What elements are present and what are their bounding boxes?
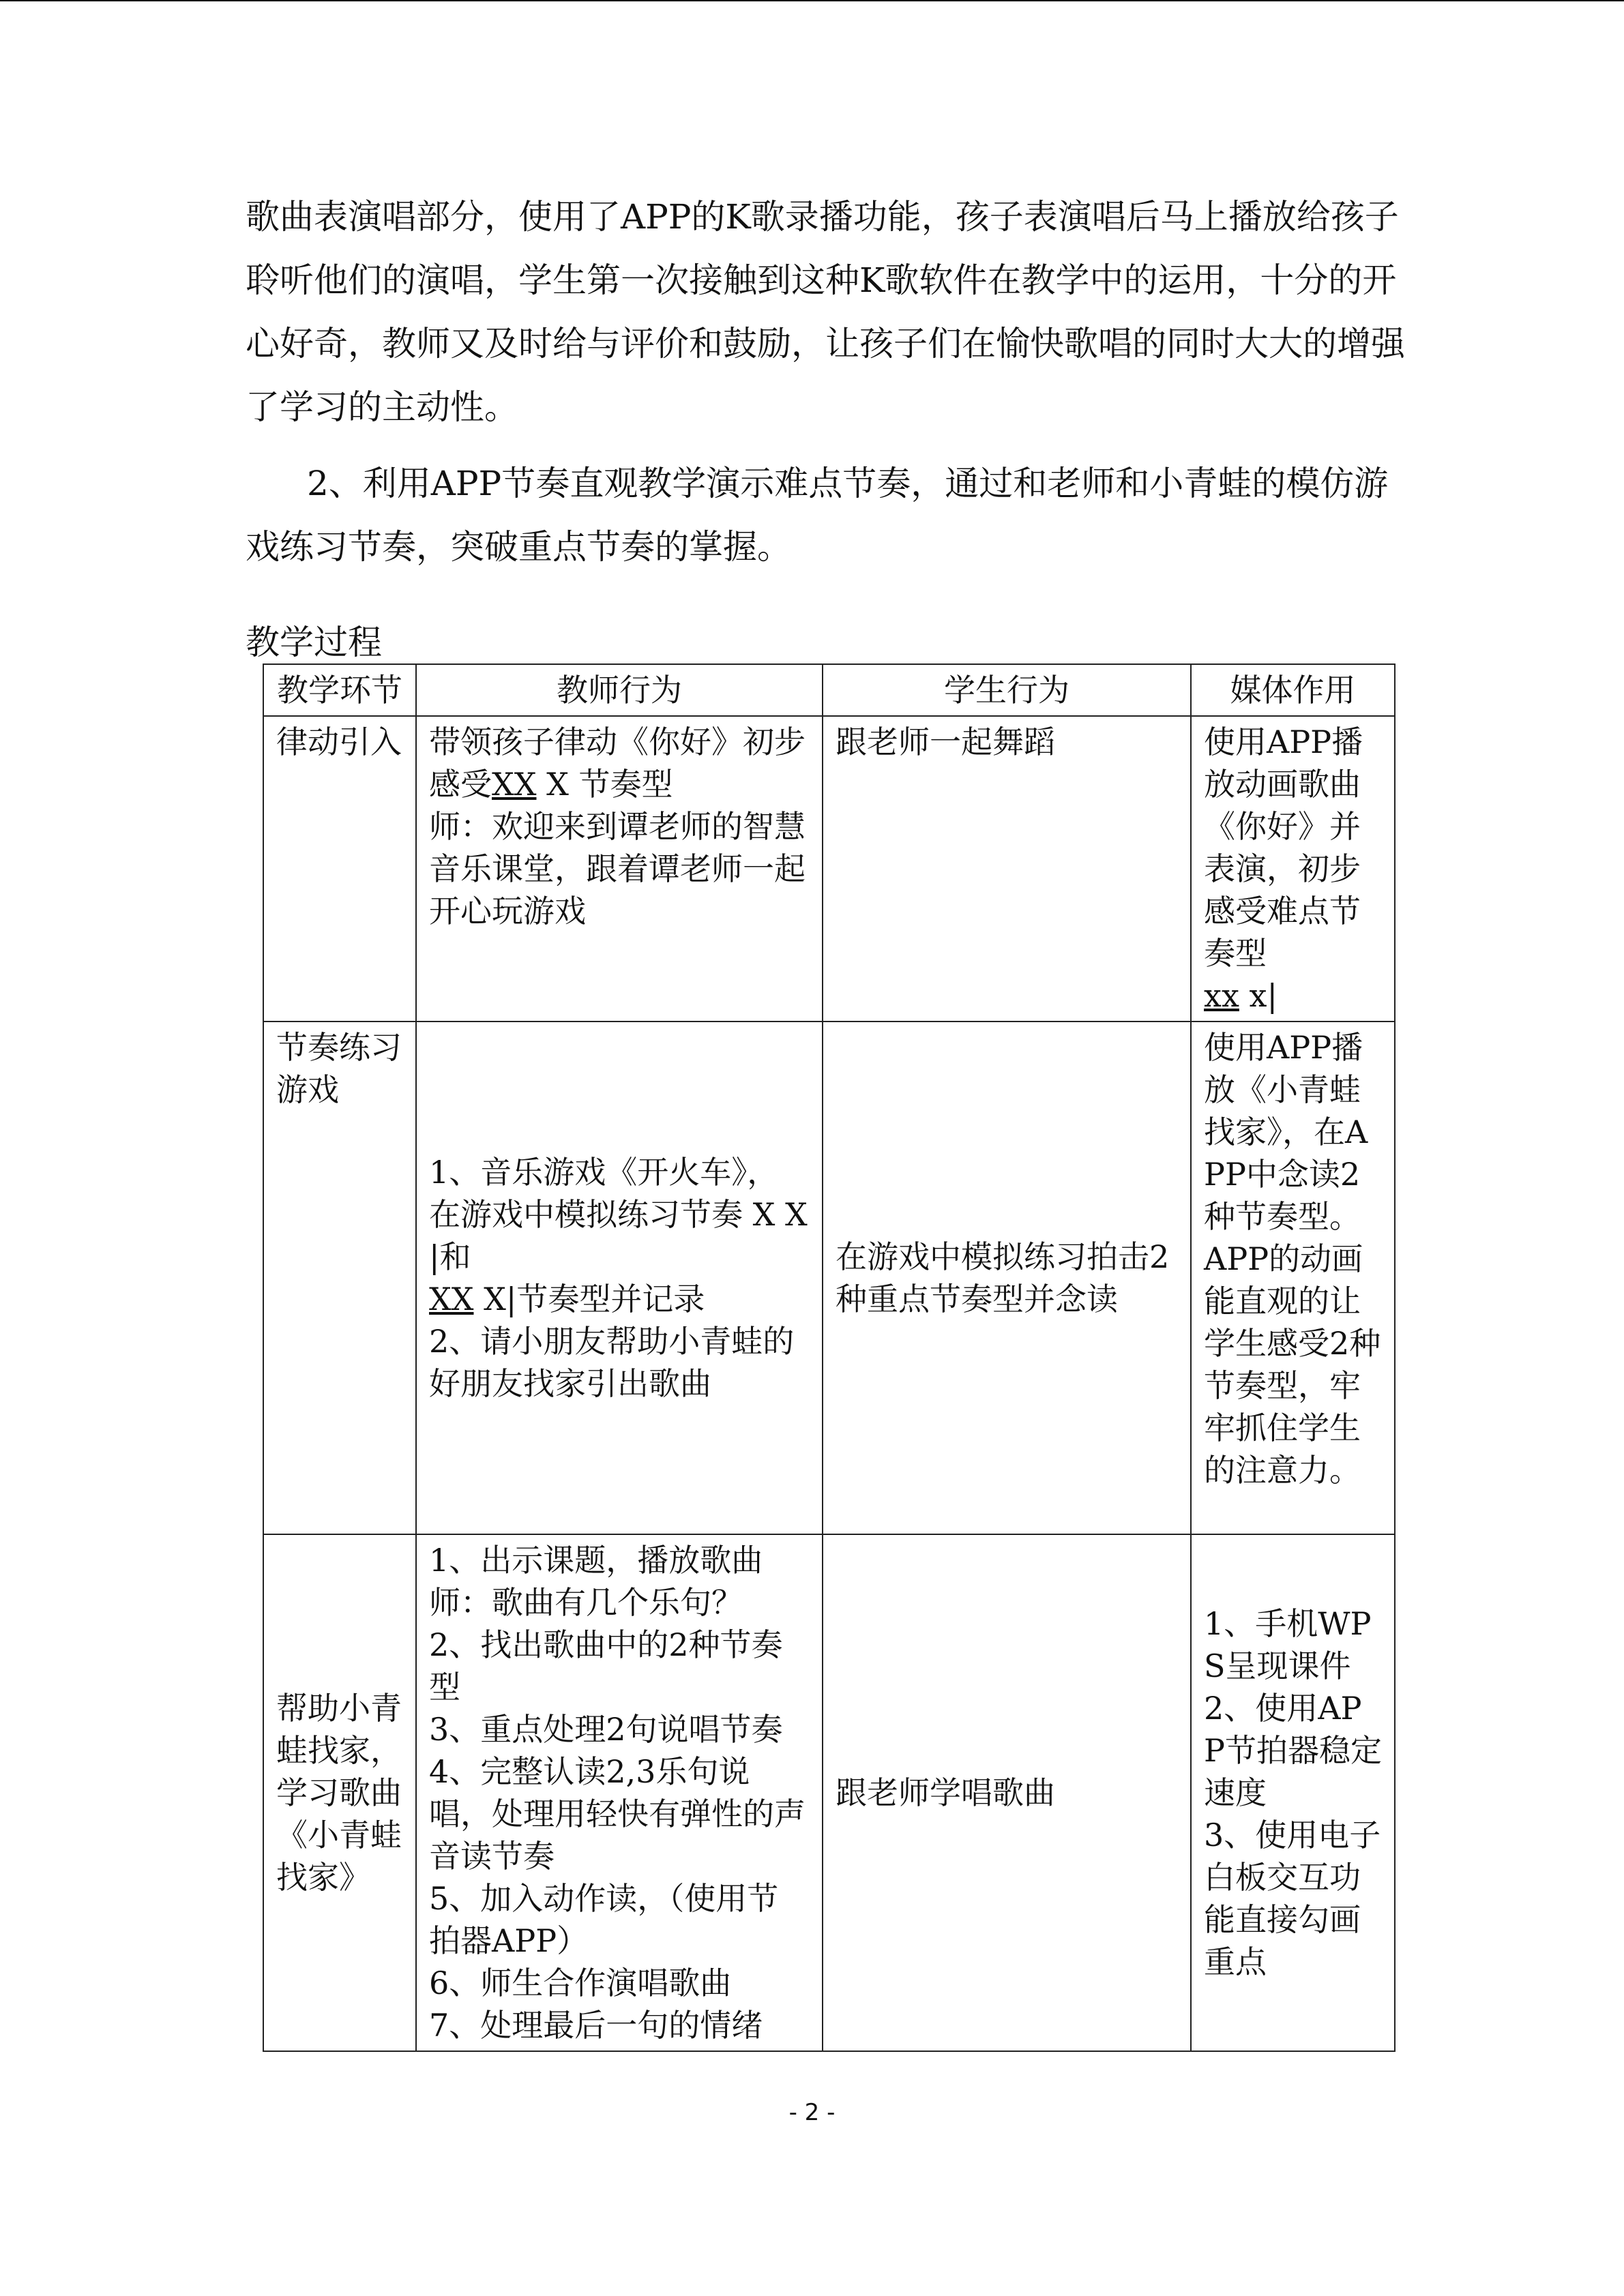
row1-student: 跟老师一起舞蹈 [823,716,1191,1022]
table-row [263,1534,1395,2051]
page-number: - 2 - [788,2099,836,2126]
table-row [263,716,1395,1022]
header-stage: 教学环节 [263,664,416,716]
table-header-row [263,664,1395,716]
row3-stage: 帮助小青蛙找家，学习歌曲《小青蛙找家》 [263,1534,416,2051]
row2-teacher: 1、音乐游戏《开火车》，在游戏中模拟练习节奏 X X|和 XX X|节奏型并记录 2、请小朋友帮助小青蛙的好朋友找家引出歌曲 [416,1022,823,1534]
row2-student: 在游戏中模拟练习拍击2种重点节奏型并念读 [823,1022,1191,1534]
header-teacher: 教师行为 [416,664,823,716]
table-row [263,1022,1395,1534]
row3-student: 跟老师学唱歌曲 [823,1534,1191,2051]
row3-teacher: 1、出示课题，播放歌曲 师：歌曲有几个乐句？ 2、找出歌曲中的2种节奏型 3、重点处理2句说唱节奏 4、完整认读2,3乐句说唱，处理用轻快有弹性的声音读节奏 5、加入动作读，（使用节拍器APP） 6、师生合作演唱歌曲 7、处理最后一句的情绪 [416,1534,823,2051]
row2-media: 使用APP播放《小青蛙找家》，在APP中念读2种节奏型。APP的动画能直观的让学生感受2种节奏型，牢牢抓住学生的注意力。 [1191,1022,1395,1534]
row3-media: 1、手机WPS呈现课件 2、使用APP节拍器稳定速度 3、使用电子白板交互功能直接勾画重点 [1191,1534,1395,2051]
row1-teacher: 带领孩子律动《你好》初步感受XX X 节奏型 师：欢迎来到谭老师的智慧音乐课堂，跟着谭老师一起开心玩游戏 [416,716,823,1022]
section-title: 教学过程 [246,623,382,662]
header-media: 媒体作用 [1191,664,1395,716]
header-student: 学生行为 [823,664,1191,716]
page-top-border [0,0,1624,1]
row1-media: 使用APP播放动画歌曲《你好》并表演，初步感受难点节奏型 xx x| [1191,716,1395,1022]
teaching-process-table [263,664,1396,2052]
intro-paragraph-2: 2、利用APP节奏直观教学演示难点节奏，通过和老师和小青蛙的模仿游戏练习节奏，突破重点节奏的掌握。 [246,464,1389,567]
row1-stage: 律动引入 [263,716,416,1022]
intro-paragraph-1: 歌曲表演唱部分，使用了APP的K歌录播功能，孩子表演唱后马上播放给孩子聆听他们的演唱，学生第一次接触到这种K歌软件在教学中的运用，十分的开心好奇，教师又及时给与评价和鼓励，让孩子们在愉快歌唱的同时大大的增强了学习的主动性。 [246,197,1405,427]
row2-stage: 节奏练习游戏 [263,1022,416,1534]
